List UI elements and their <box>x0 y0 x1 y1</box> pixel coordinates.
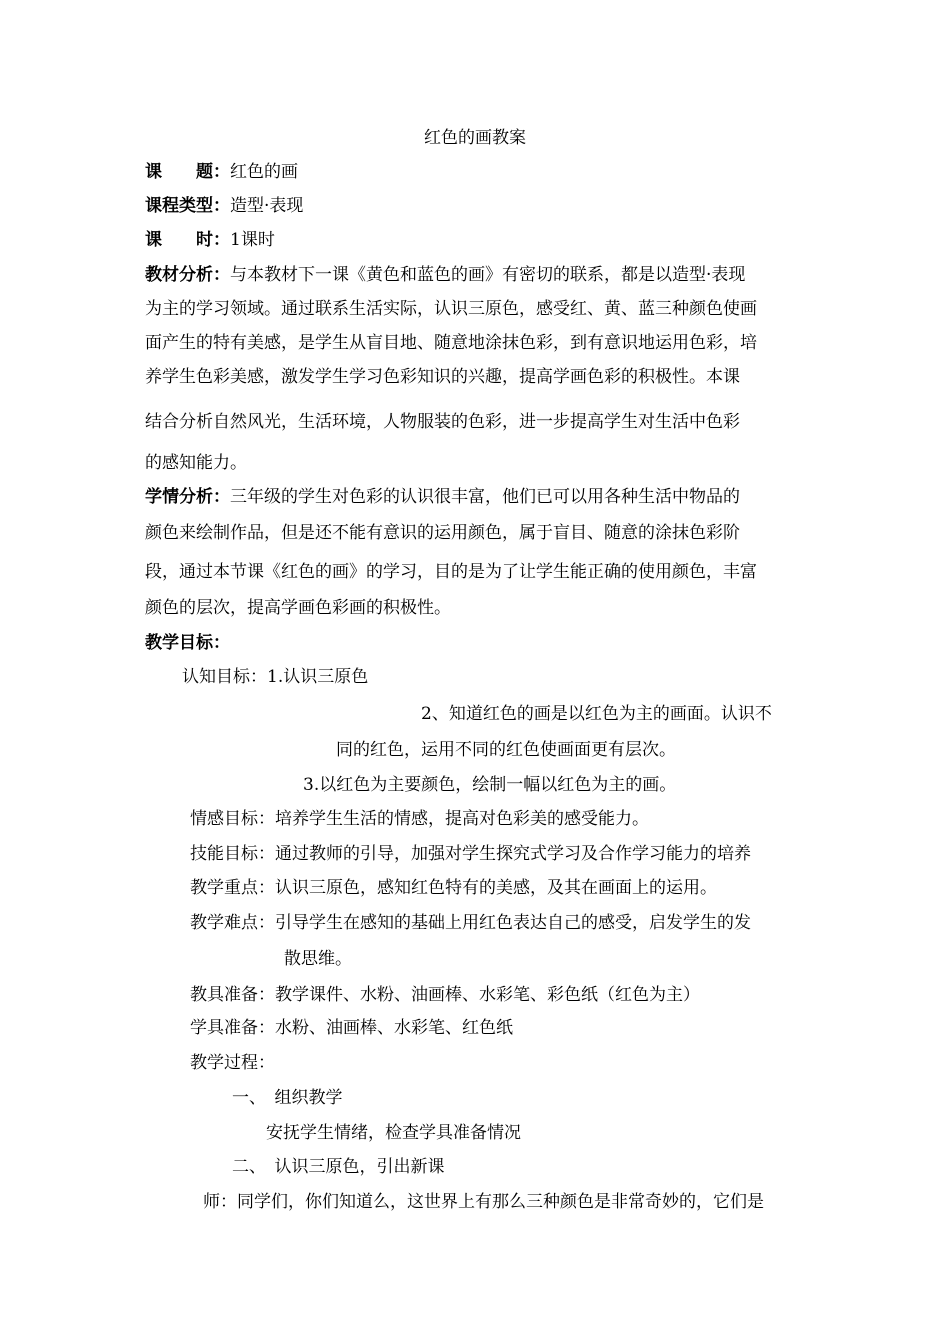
topic-value: 红色的画 <box>230 162 298 182</box>
course-type-row <box>145 195 303 217</box>
cognitive-goal-1: 认知目标：1.认识三原色 <box>182 667 369 687</box>
hours-row <box>145 229 275 251</box>
key-point: 教学重点：认识三原色，感知红色特有的美感，及其在画面上的运用。 <box>190 878 717 898</box>
textbook-analysis-line: 结合分析自然风光，生活环境，人物服装的色彩，进一步提高学生对生活中色彩 <box>145 412 740 432</box>
student-analysis-line: 颜色来绘制作品，但是还不能有意识的运用颜色，属于盲目、随意的涂抹色彩阶 <box>145 523 740 543</box>
process-step-1-detail: 安抚学生情绪，检查学具准备情况 <box>266 1123 521 1143</box>
student-analysis-line: 颜色的层次，提高学画色彩画的积极性。 <box>145 598 451 618</box>
student-analysis-label: 学情分析： <box>145 487 230 507</box>
skill-goal: 技能目标：通过教师的引导，加强对学生探究式学习及合作学习能力的培养 <box>190 844 751 864</box>
textbook-analysis-line: 养学生色彩美感，激发学生学习色彩知识的兴趣，提高学画色彩的积极性。本课 <box>145 367 740 387</box>
teaching-process-label: 教学过程： <box>190 1053 275 1073</box>
cognitive-goal-2: 2、知道红色的画是以红色为主的画面。认识不 <box>421 704 772 724</box>
difficulty: 教学难点：引导学生在感知的基础上用红色表达自己的感受，启发学生的发 <box>190 913 751 933</box>
document-title: 红色的画教案 <box>424 128 526 148</box>
difficulty-continued: 散思维。 <box>284 949 352 969</box>
emotion-goal: 情感目标：培养学生生活的情感，提高对色彩美的感受能力。 <box>190 809 649 829</box>
student-tools: 学具准备：水粉、油画棒、水彩笔、红色纸 <box>190 1018 513 1038</box>
hours-value: 1课时 <box>230 230 275 250</box>
textbook-analysis-row <box>145 264 745 286</box>
textbook-analysis-line: 面产生的特有美感，是学生从盲目地、随意地涂抹色彩，到有意识地运用色彩，培 <box>145 333 757 353</box>
student-analysis-row <box>145 486 740 508</box>
textbook-analysis-label: 教材分析： <box>145 265 230 285</box>
teacher-dialogue: 师：同学们，你们知道么，这世界上有那么三种颜色是非常奇妙的，它们是 <box>203 1192 764 1212</box>
hours-label: 课 时： <box>145 230 230 250</box>
textbook-analysis-line: 与本教材下一课《黄色和蓝色的画》有密切的联系，都是以造型·表现 <box>230 265 746 285</box>
textbook-analysis-line: 为主的学习领域。通过联系生活实际，认识三原色，感受红、黄、蓝三种颜色使画 <box>145 299 757 319</box>
cognitive-goal-2-continued: 同的红色，运用不同的红色使画面更有层次。 <box>336 740 676 760</box>
course-type-label: 课程类型： <box>145 196 230 216</box>
process-step-1: 一、 组织教学 <box>232 1088 343 1108</box>
topic-row <box>145 161 298 183</box>
teacher-tools: 教具准备：教学课件、水粉、油画棒、水彩笔、彩色纸（红色为主） <box>190 985 700 1005</box>
student-analysis-line: 段，通过本节课《红色的画》的学习，目的是为了让学生能正确的使用颜色，丰富 <box>145 562 757 582</box>
course-type-value: 造型·表现 <box>230 196 304 216</box>
teaching-goals-label: 教学目标： <box>145 633 230 653</box>
cognitive-goal-3: 3.以红色为主要颜色，绘制一幅以红色为主的画。 <box>303 775 677 795</box>
topic-label: 课 题： <box>145 162 230 182</box>
student-analysis-line: 三年级的学生对色彩的认识很丰富，他们已可以用各种生活中物品的 <box>230 487 740 507</box>
process-step-2: 二、 认识三原色，引出新课 <box>232 1157 445 1177</box>
textbook-analysis-line: 的感知能力。 <box>145 453 247 473</box>
